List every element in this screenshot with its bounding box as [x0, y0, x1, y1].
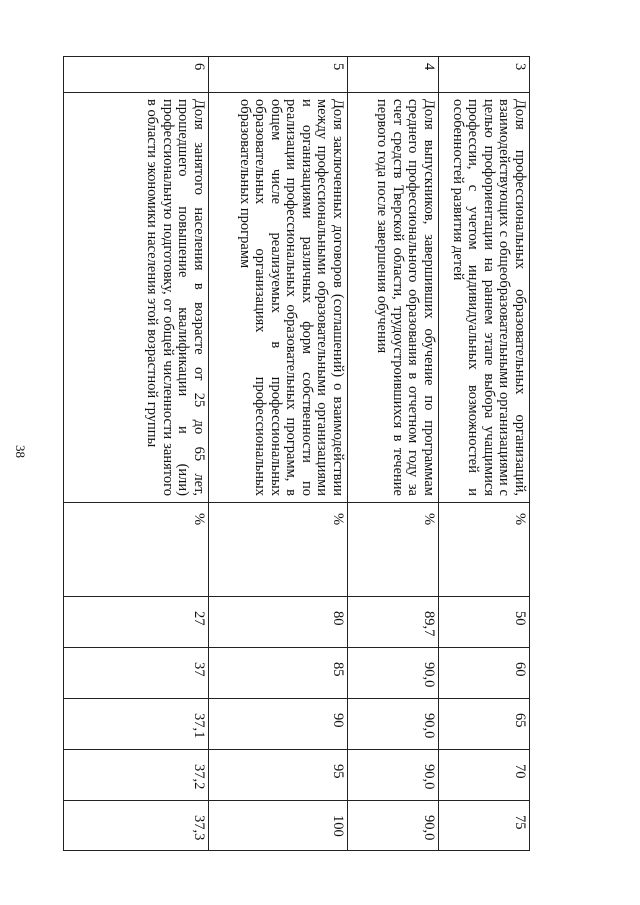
value-cell: 37 [64, 648, 209, 699]
value-cell: 65 [439, 699, 530, 750]
value-cell: 70 [439, 750, 530, 801]
value-cell: 75 [439, 801, 530, 851]
value-cell: 100 [209, 801, 348, 851]
unit-cell: % [348, 503, 439, 597]
value-cell: 27 [64, 597, 209, 648]
indicator-description: Доля занятого населения в возрасте от 25 до 65 лет, прошедшего повышение квалификации и (или) профессиональную подготовку, от общей численности занятого в области экономики населения этой возрастной группы [64, 93, 209, 503]
page-number: 38 [13, 445, 28, 458]
value-cell: 85 [209, 648, 348, 699]
row-number: 6 [64, 57, 209, 93]
indicator-description: Доля выпускников, завершивших обучение по программам среднего профессионального образования в отчетном году за счет средств Тверской области, трудоустроившихся в течение первого года после завершения обучения [348, 93, 439, 503]
indicators-table [63, 56, 530, 851]
value-cell: 60 [439, 648, 530, 699]
value-cell: 37,2 [64, 750, 209, 801]
value-cell: 37,3 [64, 801, 209, 851]
row-number: 4 [348, 57, 439, 93]
indicator-description: Доля заключенных договоров (соглашений) о взаимодействии между профессиональными образовательными организациями и организациями различных форм собственности по реализации профессиональных образовательных программ, в общем числе реализуемых в профессиональных образовательных организациях профессиональных образовательных программ [209, 93, 348, 503]
rotated-table-container [55, 56, 530, 850]
indicator-description: Доля профессиональных образовательных организаций, взаимодействующих с общеобразовательными организациями с целью профориентации на раннем этапе выбора учащимися профессии, с учетом индивидуальных возможностей и особенностей развития детей [439, 93, 530, 503]
table-row [439, 57, 530, 851]
table-row [209, 57, 348, 851]
table-row [64, 57, 209, 851]
value-cell: 90,0 [348, 699, 439, 750]
row-number: 5 [209, 57, 348, 93]
value-cell: 80 [209, 597, 348, 648]
unit-cell: % [209, 503, 348, 597]
value-cell: 90,0 [348, 648, 439, 699]
value-cell: 90,0 [348, 750, 439, 801]
table-row [348, 57, 439, 851]
value-cell: 90,0 [348, 801, 439, 851]
value-cell: 95 [209, 750, 348, 801]
table-body [64, 57, 530, 851]
unit-cell: % [439, 503, 530, 597]
row-number: 3 [439, 57, 530, 93]
value-cell: 37,1 [64, 699, 209, 750]
value-cell: 89,7 [348, 597, 439, 648]
value-cell: 90 [209, 699, 348, 750]
unit-cell: % [64, 503, 209, 597]
value-cell: 50 [439, 597, 530, 648]
